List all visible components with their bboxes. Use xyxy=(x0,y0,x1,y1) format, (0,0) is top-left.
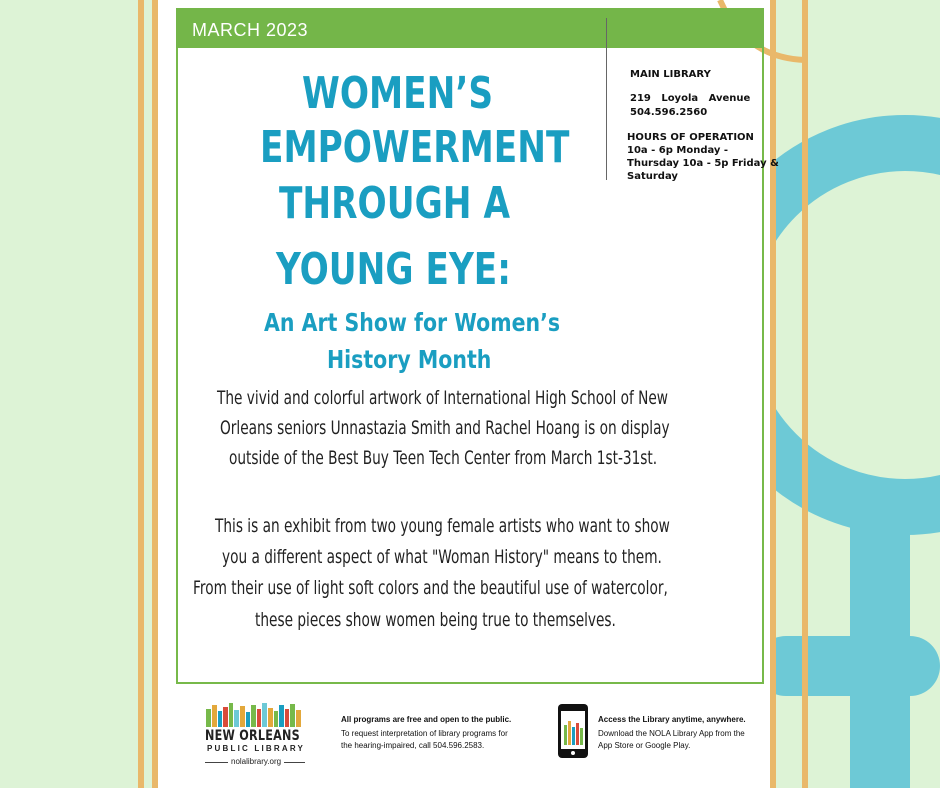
subtitle-line: An Art Show for Women’s xyxy=(264,308,561,337)
free-programs-text: To request interpretation of library programs for xyxy=(341,729,508,738)
body-line: Orleans seniors Unnastazia Smith and Rachel Hoang is on display xyxy=(220,417,670,439)
app-heading: Access the Library anytime, anywhere. xyxy=(598,715,746,724)
body-line: you a different aspect of what "Woman History" means to them. xyxy=(222,546,662,568)
hours-heading: HOURS OF OPERATION xyxy=(627,132,754,143)
title-line: WOMEN’S xyxy=(302,68,494,119)
title-line: THROUGH A xyxy=(279,178,511,229)
subtitle-line: History Month xyxy=(327,345,492,374)
info-divider xyxy=(606,18,607,180)
title-line: YOUNG EYE: xyxy=(276,244,511,295)
library-phone: 504.596.2560 xyxy=(630,107,708,118)
logo-url: nolalibrary.org xyxy=(228,757,284,766)
hours-line: Thursday 10a - 5p Friday & xyxy=(627,158,779,169)
logo-subtitle: PUBLIC LIBRARY xyxy=(207,744,306,753)
hours-line: Saturday xyxy=(627,171,678,182)
month-label: MARCH 2023 xyxy=(192,20,309,40)
app-text: App Store or Google Play. xyxy=(598,741,691,750)
title-line: EMPOWERMENT xyxy=(260,122,570,173)
app-text: Download the NOLA Library App from the xyxy=(598,729,745,738)
library-logo-books-icon xyxy=(206,703,306,727)
smartphone-icon xyxy=(557,703,589,759)
free-programs-heading: All programs are free and open to the public. xyxy=(341,715,512,724)
logo-title: NEW ORLEANS xyxy=(205,728,300,744)
free-programs-text: the hearing-impaired, call 504.596.2583. xyxy=(341,741,485,750)
library-address: 219 Loyola Avenue xyxy=(630,93,751,104)
body-line: The vivid and colorful artwork of International High School of New xyxy=(217,387,668,409)
body-line: From their use of light soft colors and the beautiful use of watercolor, xyxy=(193,577,668,599)
body-line: these pieces show women being true to themselves. xyxy=(255,609,616,631)
library-name: MAIN LIBRARY xyxy=(630,69,711,80)
body-line: outside of the Best Buy Teen Tech Center from March 1st-31st. xyxy=(229,447,658,469)
body-line: This is an exhibit from two young female artists who want to show xyxy=(215,515,670,537)
hours-line: 10a - 6p Monday - xyxy=(627,145,729,156)
